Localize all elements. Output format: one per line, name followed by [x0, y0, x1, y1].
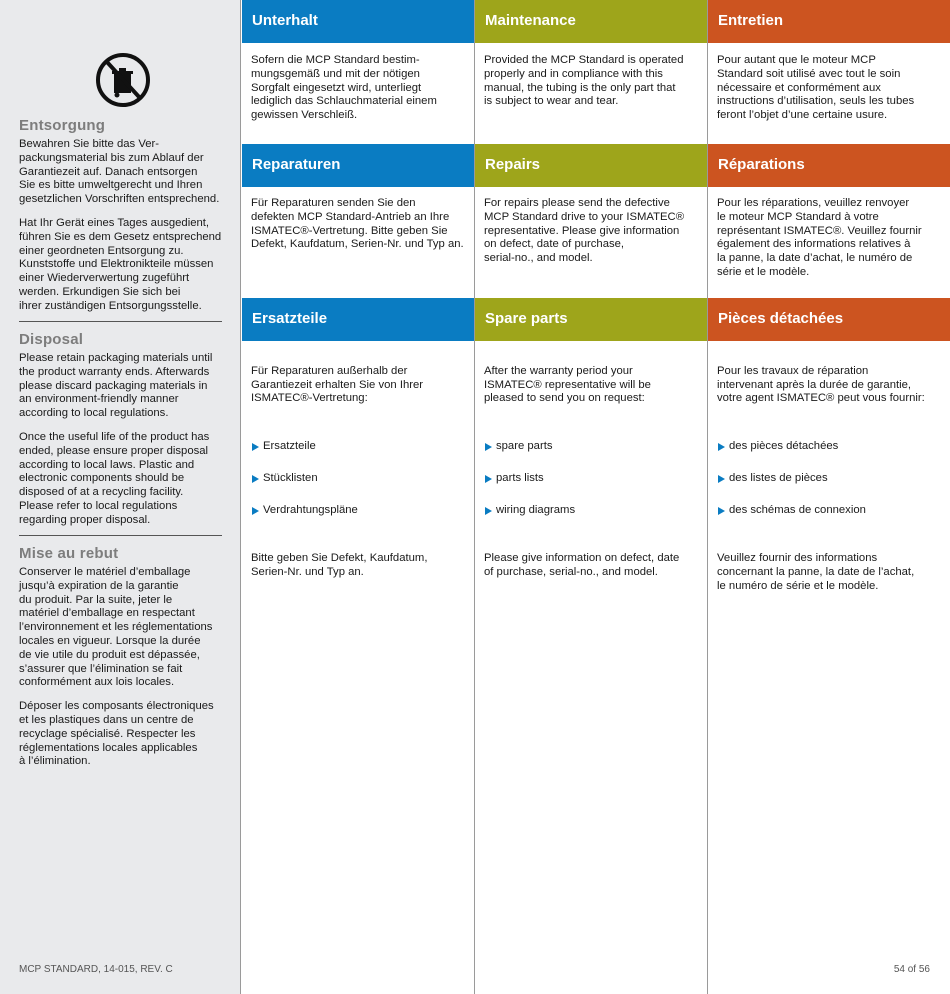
spare-parts-list	[717, 426, 942, 536]
spare-parts-note: Please give information on defect, date of purchase, serial-no., and model.	[484, 552, 680, 578]
header-maintenance-de: Unterhalt	[242, 0, 474, 43]
section-title: Mise au rebut	[19, 545, 119, 562]
spare-parts-intro: Für Reparaturen außerhalb der Garantiezeit erhalten Sie von Ihrer ISMATEC®-Vertretung:	[251, 364, 424, 405]
spare-parts-note: Bitte geben Sie Defekt, Kaufdatum, Serien-Nr. und Typ an.	[251, 552, 428, 578]
header-spare-parts-de: Ersatzteile	[242, 298, 474, 341]
list-item: des schémas de connexion	[717, 504, 942, 518]
paragraph: Once the useful life of the product has ended, please ensure proper disposal according to local laws. Plastic and electronic components should be disposed of at a recycling facility. Please refer to local regulations regarding proper disposal.	[19, 430, 210, 526]
column-french	[708, 0, 950, 994]
spare-parts-block-en	[484, 351, 699, 594]
list-item: wiring diagrams	[484, 504, 699, 518]
header-repairs-en: Repairs	[475, 144, 707, 187]
document-id: MCP STANDARD, 14-015, REV. C	[19, 964, 173, 975]
sidebar-section-mise-au-rebut	[19, 545, 229, 779]
divider	[19, 535, 222, 536]
header-repairs-de: Reparaturen	[242, 144, 474, 187]
column-german	[242, 0, 475, 994]
header-spare-parts-en: Spare parts	[475, 298, 707, 341]
list-item: parts lists	[484, 472, 699, 486]
section-title: Disposal	[19, 331, 84, 348]
maintenance-text-en: Provided the MCP Standard is operated properly and in compliance with this manual, the tubing is the only part that is subject to wear and tear.	[484, 54, 684, 108]
column-english	[475, 0, 708, 994]
section-title: Entsorgung	[19, 117, 106, 134]
sidebar-section-disposal	[19, 331, 229, 538]
paragraph: Conserver le matériel d’emballage jusqu’à expiration de la garantie du produit. Par la suite, jeter le matériel d’emballage en respectant l’environnement et les réglementations locales en vigueur. Lorsque la durée de vie utile du produit est dépassée, s’assurer que l’élimination se fait conformément aux lois locales.	[19, 566, 213, 689]
repairs-text-fr: Pour les réparations, veuillez renvoyer le moteur MCP Standard à votre représentant ISMATEC®. Veuillez fournir également des informations relatives à la panne, la date d’achat, le numéro de série et le modèle.	[717, 197, 922, 278]
spare-parts-list	[251, 426, 466, 536]
spare-parts-list	[484, 426, 699, 536]
header-spare-parts-fr: Pièces détachées	[708, 298, 950, 341]
repairs-text-de: Für Reparaturen senden Sie den defekten MCP Standard-Antrieb an Ihre ISMATEC®-Vertretung. Bitte geben Sie Defekt, Kaufdatum, Serien-Nr. und Typ an.	[251, 197, 464, 251]
paragraph: Please retain packaging materials until the product warranty ends. Afterwards please discard packaging materials in an environment-friendly manner according to local regulations.	[19, 352, 213, 420]
paragraph: Bewahren Sie bitte das Ver- packungsmaterial bis zum Ablauf der Garantiezeit auf. Danach entsorgen Sie es bitte umweltgerecht und Ihren gesetzlichen Vorschriften entsprechend.	[19, 138, 220, 206]
spare-parts-intro: After the warranty period your ISMATEC® representative will be pleased to send you on request:	[484, 364, 651, 405]
repairs-text-en: For repairs please send the defective MCP Standard drive to your ISMATEC® representative. Please give information on defect, date of purchase, serial-no., and model.	[484, 197, 685, 265]
no-waste-bin-icon	[95, 52, 151, 108]
divider	[19, 321, 222, 322]
list-item: Stücklisten	[251, 472, 466, 486]
spare-parts-intro: Pour les travaux de réparation intervenant après la durée de garantie, votre agent ISMATEC® peut vous fournir:	[717, 364, 925, 405]
sidebar-section-entsorgung	[19, 117, 229, 324]
spare-parts-note: Veuillez fournir des informations concernant la panne, la date de l’achat, le numéro de série et le modèle.	[717, 552, 915, 592]
header-maintenance-en: Maintenance	[475, 0, 707, 43]
paragraph: Hat Ihr Gerät eines Tages ausgedient, führen Sie es dem Gesetz entsprechend einer geordneten Entsorgung zu. Kunststoffe und Elektronikteile müssen einer Wiederverwertung zugeführt werden. Erkundigen Sie sich bei ihrer zuständigen Entsorgungsstelle.	[19, 216, 222, 312]
header-maintenance-fr: Entretien	[708, 0, 950, 43]
header-repairs-fr: Réparations	[708, 144, 950, 187]
maintenance-text-de: Sofern die MCP Standard bestim- mungsgemäß und mit der nötigen Sorgfalt eingesetzt wird, unterliegt lediglich das Schlauchmaterial einem gewissen Verschleiß.	[251, 54, 437, 122]
maintenance-text-fr: Pour autant que le moteur MCP Standard soit utilisé avec tout le soin nécessaire et conformément aux instructions d’utilisation, seuls les tubes feront l’objet d’une certaine usure.	[717, 54, 915, 122]
spare-parts-block-de	[251, 351, 466, 594]
spare-parts-block-fr	[717, 351, 942, 607]
list-item: des listes de pièces	[717, 472, 942, 486]
paragraph: Déposer les composants électroniques et les plastiques dans un centre de recyclage spécialisé. Respecter les réglementations locales applicables à l’élimination.	[19, 700, 214, 768]
disposal-sidebar	[0, 0, 241, 994]
list-item: des pièces détachées	[717, 440, 942, 454]
page-number: 54 of 56	[893, 964, 930, 975]
list-item: Ersatzteile	[251, 440, 466, 454]
list-item: Verdrahtungspläne	[251, 504, 466, 518]
list-item: spare parts	[484, 440, 699, 454]
